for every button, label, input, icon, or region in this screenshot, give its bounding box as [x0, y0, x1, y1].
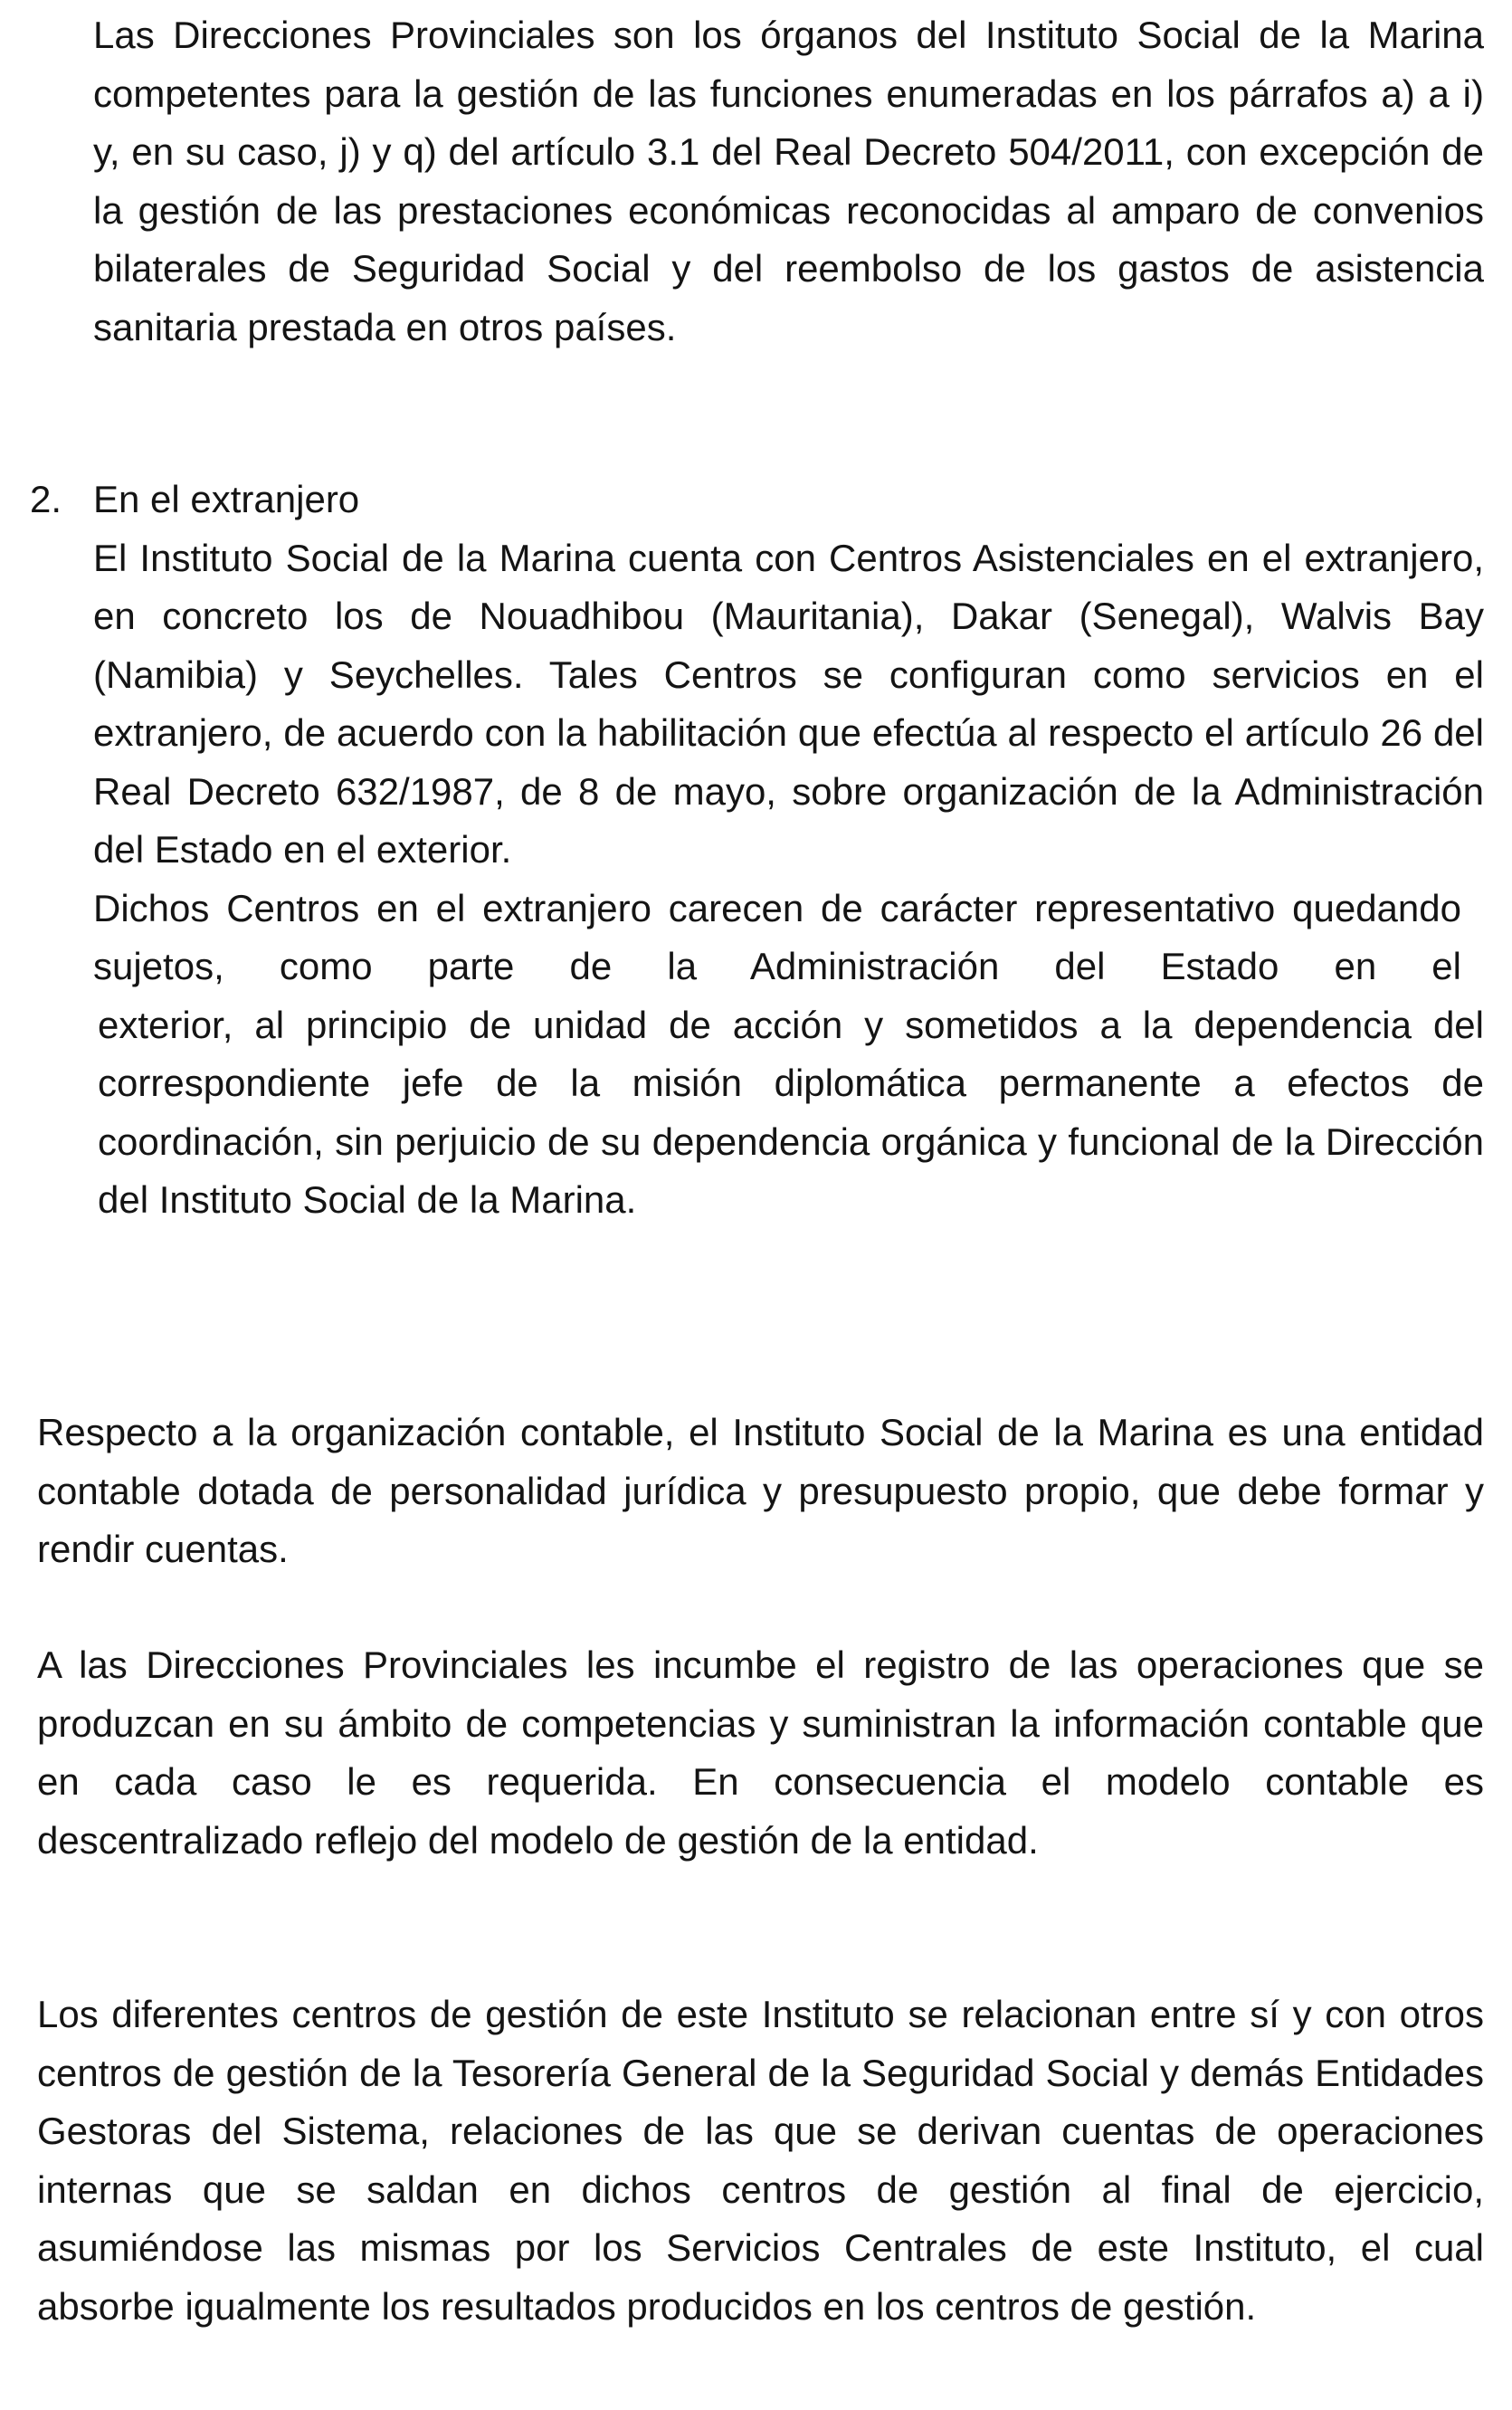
centros-gestion-block: [0, 1986, 1484, 2336]
direcciones-block: [0, 1636, 1484, 1870]
list-item-heading: En el extranjero: [93, 478, 360, 520]
centros-representativo-first-line: Dichos Centros en el extranjero carecen de carácter representativo quedando sujetos, como parte de la Administración del Estado en el: [93, 886, 1461, 987]
list-item-extranjero: [0, 471, 1484, 1230]
centros-extranjero-paragraph: El Instituto Social de la Marina cuenta con Centros Asistenciales en el extranjero, en concreto los de Nouadhibou (Mauritania), Dakar (Senegal), Walvis Bay (Namibia) y Seychelles. Tales Centros se configuran como servicios en el extranjero, de acuerdo con la habilitación que efectúa al respecto el artículo 26 del Real Decreto 632/1987, de 8 de mayo, sobre organización de la Administración del Estado en el exterior.: [93, 536, 1484, 871]
intro-paragraph: Las Direcciones Provinciales son los órganos del Instituto Social de la Marina competentes para la gestión de las funciones enumeradas en los párrafos a) a i) y, en su caso, j) y q) del artículo 3.1 del Real Decreto 504/2011, con excepción de la gestión de las prestaciones económicas reconocidas al amparo de convenios bilaterales de Seguridad Social y del reembolso de los gastos de asistencia sanitaria prestada en otros países.: [93, 14, 1484, 348]
intro-block: [0, 6, 1484, 357]
centros-representativo-rest: exterior, al principio de unidad de acción y sometidos a la dependencia del correspondiente jefe de la misión diplomática permanente a efectos de coordinación, sin perjuicio de su dependencia orgánica y funcional de la Dirección del Instituto Social de la Marina.: [98, 1003, 1484, 1221]
centros-gestion-paragraph: Los diferentes centros de gestión de este Instituto se relacionan entre sí y con otros centros de gestión de la Tesorería General de la Seguridad Social y demás Entidades Gestoras del Sistema, relaciones de las que se derivan cuentas de operaciones internas que se saldan en dichos centros de gestión al final de ejercicio, asumiéndose las mismas por los Servicios Centrales de este Instituto, el cual absorbe igualmente los resultados producidos en los centros de gestión.: [37, 1993, 1484, 2328]
direcciones-provinciales-paragraph: A las Direcciones Provinciales les incumbe el registro de las operaciones que se produzcan en su ámbito de competencias y suministran la información contable que en cada caso le es requerida. En consecuencia el modelo contable es descentralizado reflejo del modelo de gestión de la entidad.: [37, 1643, 1484, 1862]
list-marker: 2.: [30, 478, 62, 520]
organizacion-contable-paragraph: Respecto a la organización contable, el Instituto Social de la Marina es una entidad contable dotada de personalidad jurídica y presupuesto propio, que debe formar y rendir cuentas.: [37, 1411, 1484, 1570]
contable-block: [0, 1404, 1484, 1579]
